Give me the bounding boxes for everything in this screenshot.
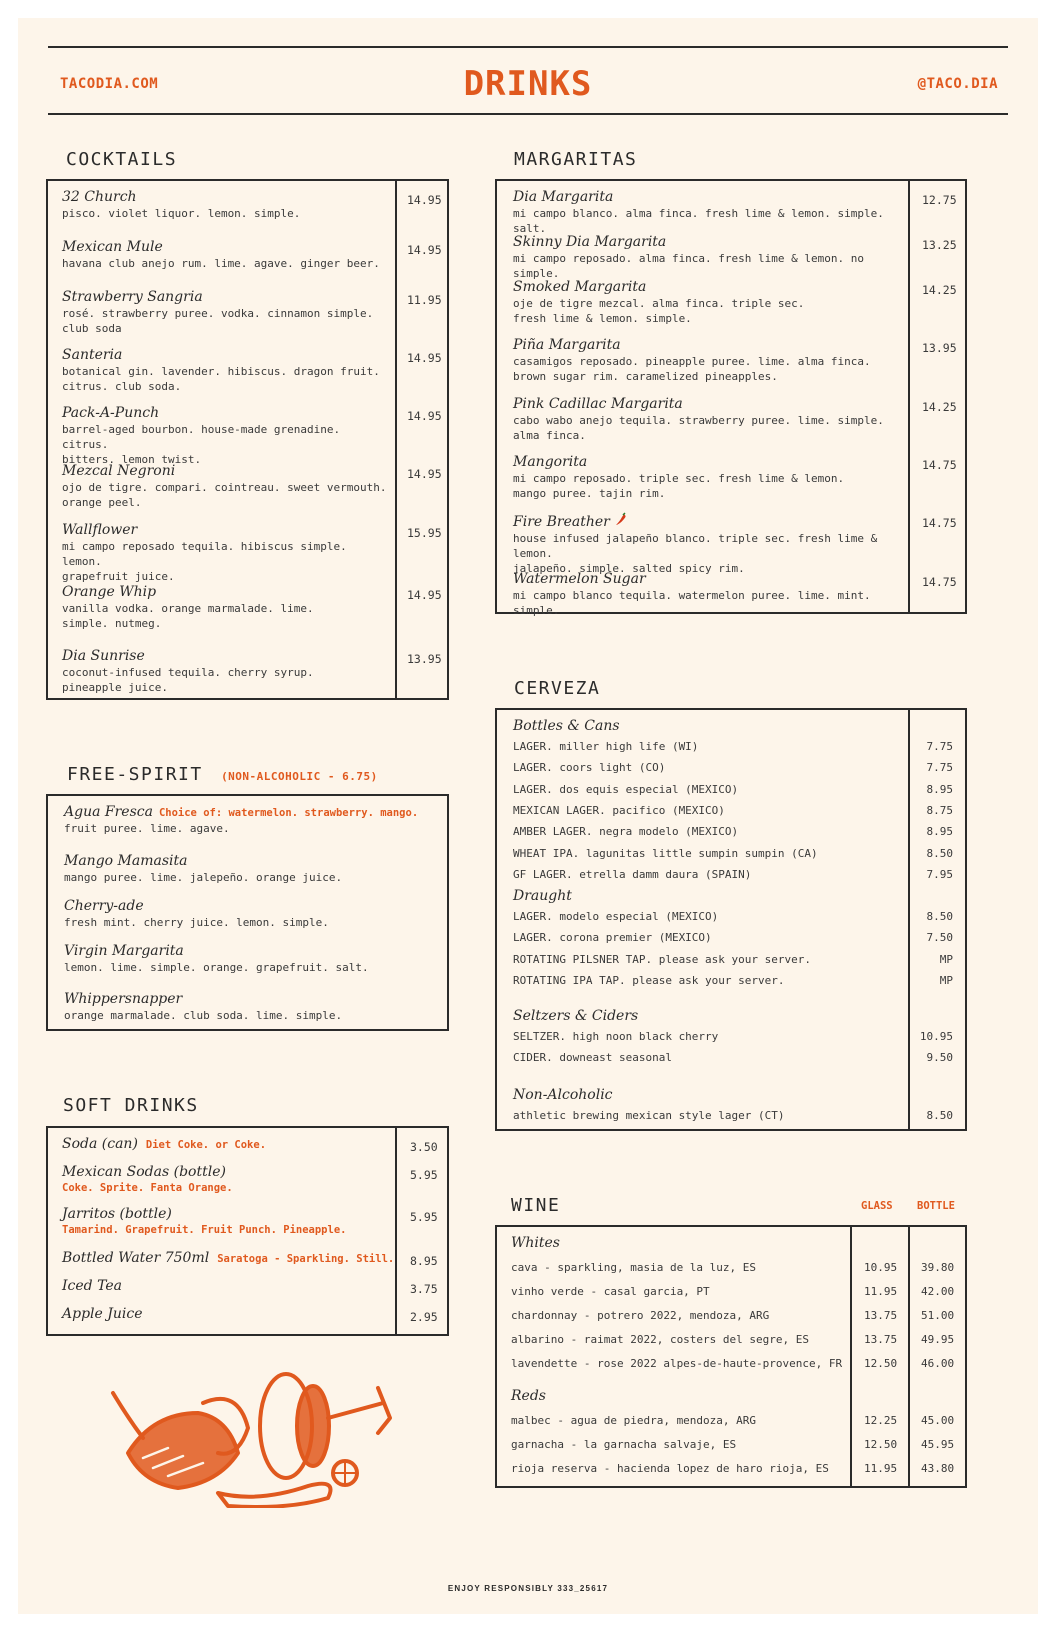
item-name: [62, 1164, 392, 1180]
item-note: Diet Coke. or Coke.: [145, 1139, 267, 1151]
item-description-line-2: jalapeño. simple. salted spicy rim.: [513, 562, 745, 575]
item-name-text: Skinny Dia Margarita: [513, 234, 667, 250]
beer-row-label: MEXICAN LAGER. pacifico (MEXICO): [513, 803, 725, 817]
wine-row-glass-price: 12.50: [864, 1357, 898, 1370]
item-price: 14.95: [407, 243, 442, 257]
cocktail-item: [62, 347, 390, 394]
item-name: Mezcal Negroni: [62, 463, 176, 479]
item-price: 5.95: [410, 1210, 438, 1224]
free-spirit-title: [67, 764, 378, 785]
margarita-item: [513, 571, 905, 618]
item-name: Santeria: [62, 347, 123, 363]
item-price: 5.95: [410, 1168, 438, 1182]
item-price: 13.95: [922, 341, 957, 355]
item-description: house infused jalapeño blanco. triple sec. fresh lime & lemon.: [513, 532, 878, 560]
wine-bottle-header: BOTTLE: [917, 1200, 955, 1212]
social-handle-link[interactable]: @TACO.DIA: [917, 76, 998, 92]
wine-row-label: albarino - raimat 2022, costers del segre, ES: [511, 1333, 810, 1346]
wine-row-glass-price: 10.95: [864, 1261, 898, 1274]
soft-drinks-box: [46, 1126, 449, 1336]
item-description: ojo de tigre. compari. cointreau. sweet vermouth.: [62, 481, 387, 494]
item-name-text: Pink Cadillac Margarita: [513, 396, 683, 412]
soft-drink-item: [62, 1306, 392, 1322]
item-description: rosé. strawberry puree. vodka. cinnamon simple.: [62, 307, 374, 320]
item-description: mi campo blanco tequila. watermelon puree. lime. mint. simple.: [513, 589, 871, 617]
beer-row-label: LAGER. dos equis especial (MEXICO): [513, 782, 739, 796]
item-name: [64, 991, 434, 1007]
item-description: orange marmalade. club soda. lime. simple.: [64, 1009, 343, 1022]
soft-drink-item: [62, 1250, 395, 1266]
item-price: 12.75: [922, 193, 957, 207]
cerveza-box: [495, 708, 967, 1131]
cerveza-group-title: Draught: [513, 888, 572, 904]
beer-row-label: LAGER. modelo especial (MEXICO): [513, 910, 719, 923]
item-note: Tamarind. Grapefruit. Fruit Punch. Pineapple.: [62, 1224, 347, 1236]
margarita-item: [513, 337, 905, 384]
item-description: havana club anejo rum. lime. agave. ginger beer.: [62, 257, 380, 270]
item-description-line-2: fresh lime & lemon. simple.: [513, 312, 692, 325]
price-column-divider: [395, 181, 397, 698]
item-name: [513, 234, 905, 250]
cocktails-box: [46, 179, 449, 700]
item-price: 14.25: [922, 400, 957, 414]
item-name: Wallflower: [62, 522, 138, 538]
item-price: 8.95: [410, 1254, 438, 1268]
wine-row-glass-price: 12.50: [864, 1438, 898, 1451]
soft-drink-item: [62, 1136, 392, 1152]
item-name-text: Smoked Margarita: [513, 279, 647, 295]
beer-row-label: CIDER. downeast seasonal: [513, 1051, 672, 1065]
footer-note: ENJOY RESPONSIBLY 333_25617: [447, 1584, 609, 1593]
item-name: [513, 512, 905, 530]
beer-row-price: 10.95: [919, 1030, 953, 1043]
beer-row-label: LAGER. corona premier (MEXICO): [513, 931, 712, 945]
item-name-text: Dia Margarita: [513, 189, 614, 205]
margaritas-title: MARGARITAS: [514, 149, 638, 170]
item-name-text: Fire Breather: [513, 514, 610, 530]
item-description: barrel-aged bourbon. house-made grenadine. citrus.: [62, 423, 341, 451]
beer-row-price: 8.95: [926, 782, 953, 796]
header-top-rule: [48, 46, 1008, 48]
item-name-text: Cherry-ade: [64, 898, 144, 914]
item-description-line-2: alma finca.: [513, 429, 586, 442]
cocktail-item: [62, 405, 390, 467]
cerveza-group-title: Non-Alcoholic: [513, 1087, 613, 1103]
wine-title: WINE: [511, 1195, 561, 1216]
item-name: Dia Sunrise: [62, 648, 145, 664]
beer-row-price: 8.95: [926, 825, 953, 839]
item-name: [64, 804, 434, 820]
beer-row-price: 8.50: [926, 910, 953, 923]
free-spirit-price-note: (NON-ALCOHOLIC - 6.75): [221, 770, 378, 783]
page-title: DRINKS: [463, 64, 593, 104]
item-name: [64, 898, 434, 914]
cerveza-group-title: Seltzers & Ciders: [513, 1008, 639, 1024]
item-name: [62, 1250, 395, 1266]
item-name-text: Mango Mamasita: [64, 853, 188, 869]
item-name: Pack-A-Punch: [62, 405, 160, 421]
margarita-item: [513, 396, 905, 443]
beer-row-price: MP: [939, 952, 953, 966]
price-column-divider: [908, 181, 910, 612]
item-price: 11.95: [407, 293, 442, 307]
free-spirit-item: [64, 898, 434, 930]
beer-row-price: MP: [939, 973, 953, 987]
wine-row-bottle-price: 43.80: [921, 1462, 955, 1475]
wine-row-bottle-price: 46.00: [921, 1357, 955, 1370]
item-description: pisco. violet liquor. lemon. simple.: [62, 207, 301, 220]
cerveza-title: CERVEZA: [514, 678, 601, 699]
item-price: 3.50: [410, 1140, 438, 1154]
item-price: 14.75: [922, 458, 957, 472]
wine-row-label: chardonnay - potrero 2022, mendoza, ARG: [511, 1309, 770, 1322]
beer-row-label: AMBER LAGER. negra modelo (MEXICO): [513, 825, 739, 839]
glass-column-divider: [850, 1227, 852, 1486]
margarita-item: [513, 234, 905, 281]
wine-row-bottle-price: 45.95: [921, 1438, 955, 1451]
soft-drink-item: [62, 1278, 392, 1294]
item-name-text: Piña Margarita: [513, 337, 621, 353]
item-price: 3.75: [410, 1282, 438, 1296]
item-name: [513, 454, 905, 470]
wine-row-label: vinho verde - casal garcia, PT: [511, 1285, 710, 1298]
item-name-text: Mexican Sodas (bottle): [62, 1164, 226, 1180]
beer-row-label: ROTATING PILSNER TAP. please ask your server.: [513, 952, 812, 966]
margarita-item: [513, 279, 905, 326]
item-price: 14.95: [407, 351, 442, 365]
wine-row-label: garnacha - la garnacha salvaje, ES: [511, 1438, 737, 1451]
item-name: 32 Church: [62, 189, 137, 205]
beer-row-label: LAGER. coors light (CO): [513, 761, 666, 775]
wine-row-glass-price: 12.25: [864, 1414, 898, 1427]
wine-row-bottle-price: 39.80: [921, 1261, 955, 1274]
item-price: 15.95: [407, 526, 442, 540]
beer-row-price: 7.75: [926, 740, 953, 753]
item-description-line-2: brown sugar rim. caramelized pineapples.: [513, 370, 778, 383]
cocktail-item: [62, 239, 390, 271]
beer-row-price: 9.50: [926, 1051, 953, 1065]
item-name-text: Virgin Margarita: [64, 943, 184, 959]
item-price: 13.95: [407, 652, 442, 666]
item-description: cabo wabo anejo tequila. strawberry puree. lime. simple.: [513, 414, 884, 427]
item-price: 14.75: [922, 575, 957, 589]
bottle-column-divider: [908, 1227, 910, 1486]
cocktail-item: [62, 289, 390, 336]
item-name-text: Iced Tea: [62, 1278, 122, 1294]
menu-page: [18, 18, 1038, 1614]
wine-group-title: Reds: [511, 1388, 546, 1404]
free-spirit-item: [64, 853, 434, 885]
item-description: mi campo blanco. alma finca. fresh lime & lemon. simple. salt.: [513, 207, 884, 235]
item-description: fruit puree. lime. agave.: [64, 822, 230, 835]
item-name-text: Bottled Water 750ml: [62, 1250, 210, 1266]
wine-group-title: Whites: [511, 1235, 560, 1251]
cocktail-item: [62, 189, 390, 221]
cocktail-item: [62, 522, 390, 584]
item-description-line-2: simple. nutmeg.: [62, 617, 162, 630]
cocktail-item: [62, 584, 390, 631]
wine-row-label: lavendette - rose 2022 alpes-de-haute-provence, FR: [511, 1357, 843, 1370]
spilled-drink-illustration: [108, 1358, 398, 1508]
item-name-text: Agua Fresca: [64, 804, 153, 820]
beer-row-label: WHEAT IPA. lagunitas little sumpin sumpin (CA): [513, 846, 818, 860]
item-price: 14.95: [407, 409, 442, 423]
cocktail-item: [62, 648, 390, 695]
item-description: mi campo reposado. triple sec. fresh lime & lemon.: [513, 472, 845, 485]
item-note: Choice of: watermelon. strawberry. mango.: [158, 807, 419, 819]
item-description-line-2: mango puree. tajin rim.: [513, 487, 666, 500]
item-description: botanical gin. lavender. hibiscus. dragon fruit.: [62, 365, 380, 378]
item-description-line-2: club soda: [62, 322, 122, 335]
item-name: [513, 571, 905, 587]
item-name-text: Apple Juice: [62, 1306, 143, 1322]
wine-row-bottle-price: 49.95: [921, 1333, 955, 1346]
free-spirit-item: [64, 943, 434, 975]
wine-row-bottle-price: 42.00: [921, 1285, 955, 1298]
wine-row-label: malbec - agua de piedra, mendoza, ARG: [511, 1414, 757, 1427]
beer-row-label: ROTATING IPA TAP. please ask your server.: [513, 973, 785, 987]
item-price: 14.25: [922, 283, 957, 297]
item-name: [513, 337, 905, 353]
item-price: 14.75: [922, 516, 957, 530]
wine-row-bottle-price: 45.00: [921, 1414, 955, 1427]
item-name: Orange Whip: [62, 584, 157, 600]
item-note: Saratoga - Sparkling. Still.: [217, 1253, 395, 1265]
free-spirit-item: [64, 804, 434, 836]
beer-row-label: athletic brewing mexican style lager (CT): [513, 1109, 785, 1122]
item-note: Coke. Sprite. Fanta Orange.: [62, 1182, 233, 1194]
item-description-line-2: pineapple juice.: [62, 681, 168, 694]
item-name: [64, 943, 434, 959]
beer-row-label: LAGER. miller high life (WI): [513, 740, 699, 753]
free-spirit-item: [64, 991, 434, 1023]
item-price: 13.25: [922, 238, 957, 252]
item-description: oje de tigre mezcal. alma finca. triple sec.: [513, 297, 805, 310]
soft-drink-item: [62, 1206, 392, 1236]
wine-row-glass-price: 11.95: [864, 1462, 898, 1475]
item-name-text: Soda (can): [62, 1136, 138, 1152]
margaritas-box: [495, 179, 967, 617]
margarita-item: [513, 189, 905, 236]
item-description: mi campo reposado. alma finca. fresh lime & lemon. no simple.: [513, 252, 864, 280]
item-price: 14.95: [407, 588, 442, 602]
cocktail-item: [62, 463, 390, 510]
free-spirit-title-text: FREE-SPIRIT: [67, 764, 203, 785]
chili-pepper-icon: [614, 512, 628, 526]
cocktails-title: COCKTAILS: [66, 149, 178, 170]
item-description-line-2: orange peel.: [62, 496, 142, 509]
header-bottom-rule: [48, 113, 1008, 115]
beer-row-price: 8.50: [926, 1109, 953, 1122]
item-description: mi campo reposado tequila. hibiscus simple. lemon.: [62, 540, 347, 568]
price-column-divider: [908, 710, 910, 1129]
beer-row-price: 8.50: [926, 846, 953, 860]
margarita-item: [513, 454, 905, 501]
beer-row-price: 7.50: [926, 931, 953, 945]
item-description: lemon. lime. simple. orange. grapefruit. salt.: [64, 961, 369, 974]
beer-row-price: 8.75: [926, 803, 953, 817]
beer-row-price: 7.95: [926, 867, 953, 881]
free-spirit-box: [46, 794, 449, 1031]
item-name-text: Whippersnapper: [64, 991, 183, 1007]
item-name: [62, 1206, 392, 1222]
wine-row-label: rioja reserva - hacienda lopez de haro rioja, ES: [511, 1462, 829, 1475]
price-column-divider: [395, 1128, 397, 1334]
website-link[interactable]: TACODIA.COM: [60, 76, 159, 92]
item-name: [513, 396, 905, 412]
item-name: [64, 853, 434, 869]
item-name: [513, 189, 905, 205]
item-description: coconut-infused tequila. cherry syrup.: [62, 666, 314, 679]
item-description: fresh mint. cherry juice. lemon. simple.: [64, 916, 329, 929]
item-name-text: Jarritos (bottle): [62, 1206, 172, 1222]
item-name: Strawberry Sangria: [62, 289, 203, 305]
beer-row-label: SELTZER. high noon black cherry: [513, 1030, 719, 1043]
item-description: casamigos reposado. pineapple puree. lime. alma finca.: [513, 355, 871, 368]
item-description-line-2: citrus. club soda.: [62, 380, 182, 393]
item-price: 14.95: [407, 467, 442, 481]
item-description: vanilla vodka. orange marmalade. lime.: [62, 602, 314, 615]
item-description-line-2: bitters. lemon twist.: [62, 453, 202, 466]
beer-row-label: GF LAGER. etrella damm daura (SPAIN): [513, 867, 752, 881]
item-name: [62, 1278, 392, 1294]
item-name: [62, 1306, 392, 1322]
wine-glass-header: GLASS: [861, 1200, 893, 1212]
item-name-text: Watermelon Sugar: [513, 571, 646, 587]
wine-box: [495, 1225, 967, 1488]
wine-row-glass-price: 11.95: [864, 1285, 898, 1298]
margarita-item: [513, 512, 905, 576]
wine-row-label: cava - sparkling, masia de la luz, ES: [511, 1261, 757, 1274]
item-price: 2.95: [410, 1310, 438, 1324]
item-price: 14.95: [407, 193, 442, 207]
item-description: mango puree. lime. jalepeño. orange juice.: [64, 871, 343, 884]
item-description-line-2: grapefruit juice.: [62, 570, 175, 583]
item-name: Mexican Mule: [62, 239, 163, 255]
item-name: [513, 279, 905, 295]
item-name-text: Mangorita: [513, 454, 588, 470]
item-name: [62, 1136, 392, 1152]
wine-row-glass-price: 13.75: [864, 1333, 898, 1346]
wine-row-bottle-price: 51.00: [921, 1309, 955, 1322]
soft-drink-item: [62, 1164, 392, 1194]
soft-drinks-title: SOFT DRINKS: [63, 1095, 199, 1116]
beer-row-price: 7.75: [926, 761, 953, 775]
wine-row-glass-price: 13.75: [864, 1309, 898, 1322]
cerveza-group-title: Bottles & Cans: [513, 718, 620, 734]
